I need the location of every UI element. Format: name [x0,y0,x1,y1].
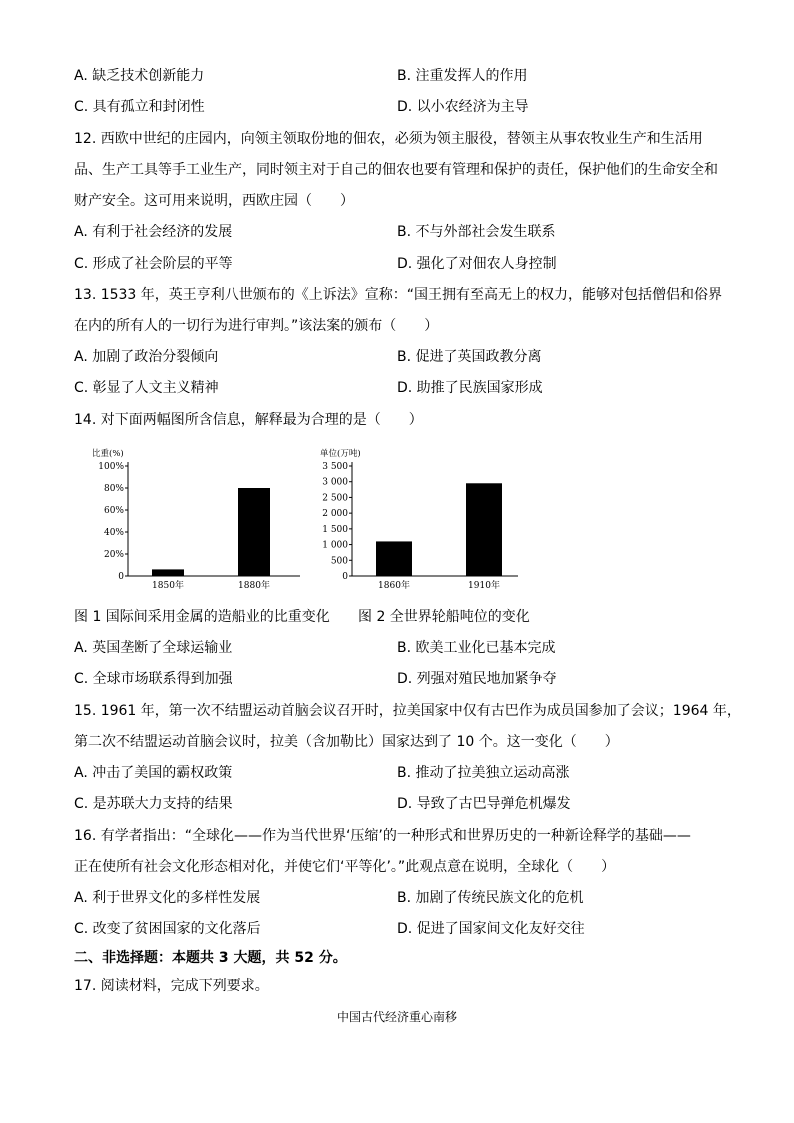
q15-stem-line-2: 第二次不结盟运动首脑会议时，拉美（含加勒比）国家达到了 10 个。这一变化（ ） [74,734,619,750]
q11-option-a: A. 缺乏技术创新能力 [74,68,205,84]
figure-2-bar-chart [318,444,528,594]
bar-1910年 [466,483,502,576]
q11-option-d: D. 以小农经济为主导 [397,99,529,115]
x-tick-label: 1860年 [378,581,410,591]
q15-option-c: C. 是苏联大力支持的结果 [74,796,233,812]
q13-option-c: C. 彰显了人文主义精神 [74,380,219,396]
y-tick-label: 1 500 [322,524,348,535]
figure-2-caption: 图 2 全世界轮船吨位的变化 [358,609,530,625]
q16-option-c: C. 改变了贫困国家的文化落后 [74,921,261,937]
q17-figure-title: 中国古代经济重心南移 [336,1010,457,1024]
q11-option-c: C. 具有孤立和封闭性 [74,99,205,115]
q14-option-c: C. 全球市场联系得到加强 [74,671,233,687]
y-axis-label: 单位(万吨) [320,449,361,459]
section-2-heading: 二、非选择题：本题共 3 大题，共 52 分。 [74,950,347,966]
q14-stem: 14. 对下面两幅图所含信息，解释最为合理的是（ ） [74,412,423,428]
y-tick-label: 2 000 [322,509,348,520]
q12-stem-line-1: 12. 西欧中世纪的庄园内，向领主领取份地的佃农，必须为领主服役，替领主从事农牧业生产和生活用 [74,131,703,147]
q12-option-b: B. 不与外部社会发生联系 [397,224,556,240]
bar-1850年 [152,569,184,576]
q16-stem-line-1: 16. 有学者指出：“全球化——作为当代世界‘压缩’的一种形式和世界历史的一种新诠释学的基础—— [74,828,691,844]
x-tick-label: 1910年 [468,581,500,591]
q13-option-b: B. 促进了英国政教分离 [397,349,542,365]
q13-option-a: A. 加剧了政治分裂倾向 [74,349,219,365]
y-tick-label: 100% [98,462,124,472]
q14-option-a: A. 英国垄断了全球运输业 [74,640,233,656]
q16-option-b: B. 加剧了传统民族文化的危机 [397,890,584,906]
y-tick-label: 20% [103,550,124,560]
y-tick-label: 500 [330,556,348,567]
q16-option-d: D. 促进了国家间文化友好交往 [397,921,585,937]
y-tick-label: 60% [103,506,124,516]
y-tick-label: 0 [118,572,124,582]
q15-option-d: D. 导致了古巴导弹危机爆发 [397,796,571,812]
y-tick-label: 0 [342,572,348,582]
q12-option-a: A. 有利于社会经济的发展 [74,224,233,240]
bar-1860年 [376,541,412,576]
q13-stem-line-2: 在内的所有人的一切行为进行审判。”该法案的颁布（ ） [74,318,439,334]
q12-stem-line-3: 财产安全。这可用来说明，西欧庄园（ ） [74,193,354,209]
q13-option-d: D. 助推了民族国家形成 [397,380,543,396]
q14-option-b: B. 欧美工业化已基本完成 [397,640,556,656]
q14-option-d: D. 列强对殖民地加紧争夺 [397,671,557,687]
q12-stem-line-2: 品、生产工具等手工业生产，同时领主对于自己的佃农也要有管理和保护的责任，保护他们的生命安全和 [74,162,718,178]
bar-1880年 [238,488,270,576]
q15-option-b: B. 推动了拉美独立运动高涨 [397,765,570,781]
y-tick-label: 3 000 [322,477,348,488]
q13-stem-line-1: 13. 1533 年，英王亨利八世颁布的《上诉法》宣称：“国王拥有至高无上的权力，能够对包括僧侣和俗界 [74,287,723,303]
figure-1-bar-chart [90,444,310,594]
y-tick-label: 2 500 [322,493,348,504]
q12-option-c: C. 形成了社会阶层的平等 [74,256,233,272]
y-tick-label: 1 000 [322,540,348,551]
y-tick-label: 3 500 [322,462,348,472]
q11-option-b: B. 注重发挥人的作用 [397,68,528,84]
q17-stem: 17. 阅读材料，完成下列要求。 [74,978,269,994]
figure-1-caption: 图 1 国际间采用金属的造船业的比重变化 [74,609,330,625]
q16-stem-line-2: 正在使所有社会文化形态相对化，并使它们‘平等化’。”此观点意在说明，全球化（ ） [74,859,616,875]
y-tick-label: 40% [103,528,124,538]
q15-stem-line-1: 15. 1961 年，第一次不结盟运动首脑会议召开时，拉美国家中仅有古巴作为成员国参加了会议；1964 年， [74,703,741,719]
x-tick-label: 1850年 [152,581,184,591]
q16-option-a: A. 利于世界文化的多样性发展 [74,890,261,906]
y-axis-label: 比重(%) [92,449,124,459]
q15-option-a: A. 冲击了美国的霸权政策 [74,765,233,781]
x-tick-label: 1880年 [238,581,270,591]
y-tick-label: 80% [103,484,124,494]
q12-option-d: D. 强化了对佃农人身控制 [397,256,557,272]
